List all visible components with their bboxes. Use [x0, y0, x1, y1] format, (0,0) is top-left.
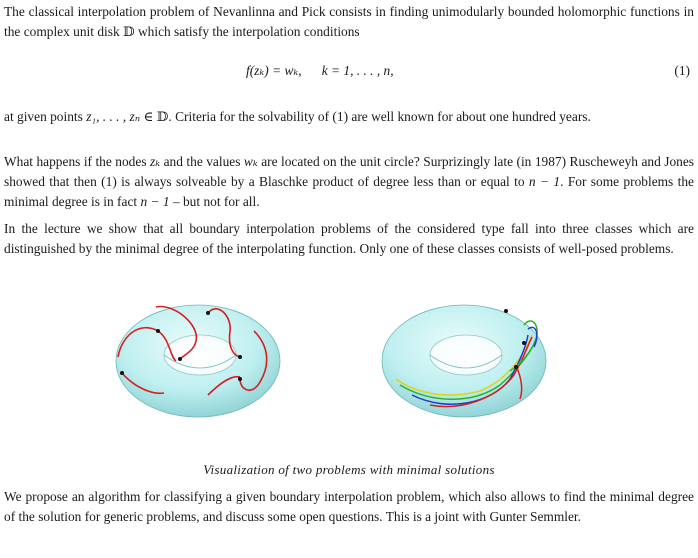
text-span: The classical interpolation problem of Nevanlinna and Pick consists in finding unimodularly bounded holomorphic functions in the complex unit disk	[4, 4, 694, 39]
figure-tori	[100, 295, 600, 445]
text-span: . Criteria for the solvability of (1) are well known for about one hundred years.	[168, 109, 591, 124]
equation-number: (1)	[674, 63, 690, 78]
paragraph-unit-circle	[4, 152, 694, 212]
left-torus	[116, 305, 280, 417]
left-torus-hole	[164, 335, 236, 375]
text-span: and the values	[160, 154, 244, 169]
text-span: at given points	[4, 109, 87, 124]
torus-illustration	[100, 295, 600, 445]
math-zk: zₖ	[150, 154, 161, 169]
right-torus	[382, 305, 546, 417]
text-span: ∈	[140, 109, 157, 124]
text-span: What happens if the nodes	[4, 154, 151, 169]
right-torus-hole	[430, 335, 502, 375]
text-span: are located on the unit circle? Surprizingly late (in 1987) Ruscheweyh and Jones showed that then (1) is always solveable by a Blaschke product of degree less than or equal to	[4, 154, 694, 189]
paragraph-solvability	[4, 107, 694, 127]
text-span: which satisfy the interpolation conditions	[134, 24, 360, 39]
paragraph-algorithm: We propose an algorithm for classifying a given boundary interpolation problem, which also allows to find the minimal degree of the solution for generic problems, and discuss some open questions. This is a joint with Gunter Semmler.	[4, 489, 694, 524]
math-n-minus-1: n − 1	[140, 194, 170, 209]
text-span: – but not for all.	[169, 194, 260, 209]
paragraph-lecture: In the lecture we show that all boundary interpolation problems of the considered type fall into three classes which are distinguished by the minimal degree of the interpolating function. Only one of these classes consists of well-posed problems.	[4, 221, 694, 256]
text-span: . For some problems the minimal degree is in fact	[4, 174, 694, 209]
math-wk: wₖ	[243, 154, 258, 169]
paragraph-intro	[4, 2, 694, 42]
equation-1	[0, 63, 698, 85]
math-n-minus-1: n − 1	[528, 174, 561, 189]
disk-symbol: 𝔻	[156, 109, 169, 124]
math-points: z₁, . . . , zₙ	[86, 109, 141, 124]
equation-body: f(zₖ) = wₖ, k = 1, . . . , n,	[246, 63, 394, 78]
figure-caption: Visualization of two problems with minimal solutions	[203, 462, 495, 477]
disk-symbol: 𝔻	[123, 24, 135, 39]
